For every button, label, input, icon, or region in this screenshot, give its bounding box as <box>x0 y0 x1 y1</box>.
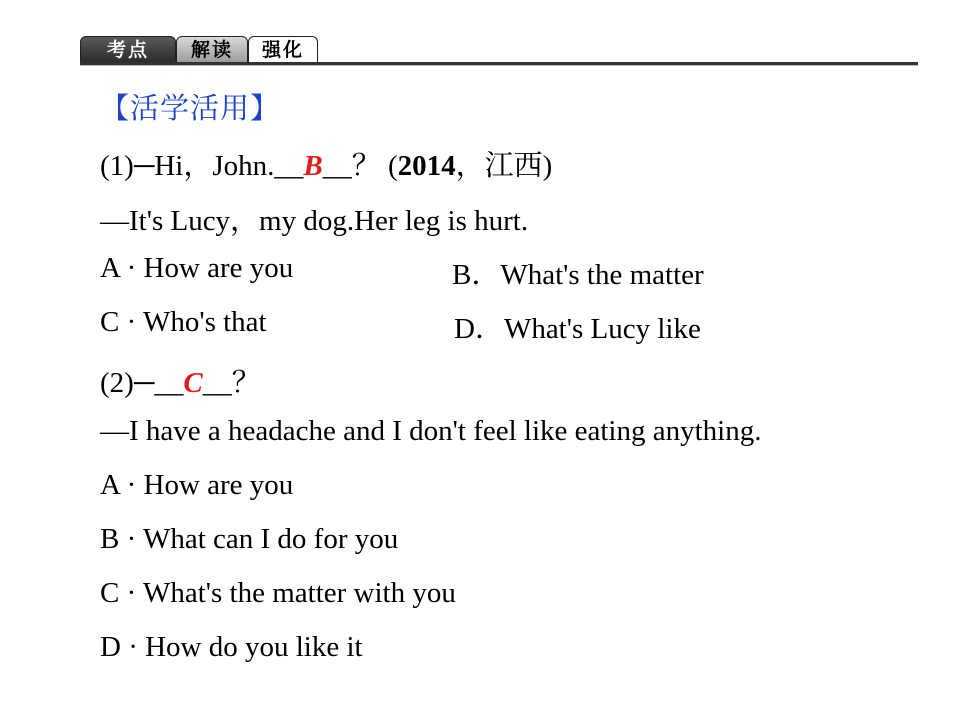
question-1-answer: B <box>303 150 323 182</box>
question-1-reply: —It's Lucy，my dog.Her leg is hurt. <box>100 205 529 237</box>
question-2-option-b: B · What can I do for you <box>100 523 399 555</box>
header-tabs <box>80 36 318 63</box>
tab-qianghua[interactable]: 强化 <box>248 36 318 63</box>
question-2-option-c: C · What's the matter with you <box>100 577 456 609</box>
question-1-option-a: A · How are you <box>100 252 294 284</box>
question-2-reply: —I have a headache and I don't feel like eating anything. <box>100 415 762 447</box>
question-2-prefix: (2)─__ <box>100 367 184 399</box>
header-rule-shadow <box>80 65 918 66</box>
question-1-prefix: (1)─Hi，John.__ <box>100 150 304 182</box>
question-2-option-a: A · How are you <box>100 469 294 501</box>
question-1-source: ，江西) <box>455 150 553 182</box>
question-2-stem <box>100 360 261 401</box>
tab-kaodian[interactable]: 考点 <box>80 36 176 63</box>
question-1-year: 2014 <box>397 150 456 182</box>
question-2-suffix: __？ <box>202 367 261 399</box>
question-1-suffix: __？ ( <box>322 150 398 182</box>
question-2-answer: C <box>183 367 203 399</box>
question-1-option-d: D．What's Lucy like <box>454 313 701 345</box>
question-1-option-b: B．What's the matter <box>452 259 704 291</box>
question-2-option-d: D · How do you like it <box>100 631 363 663</box>
question-1-stem <box>100 143 552 184</box>
section-title: 【活学活用】 <box>100 91 281 125</box>
tab-jiedu[interactable]: 解读 <box>176 36 248 63</box>
question-1-option-c: C · Who's that <box>100 306 267 338</box>
